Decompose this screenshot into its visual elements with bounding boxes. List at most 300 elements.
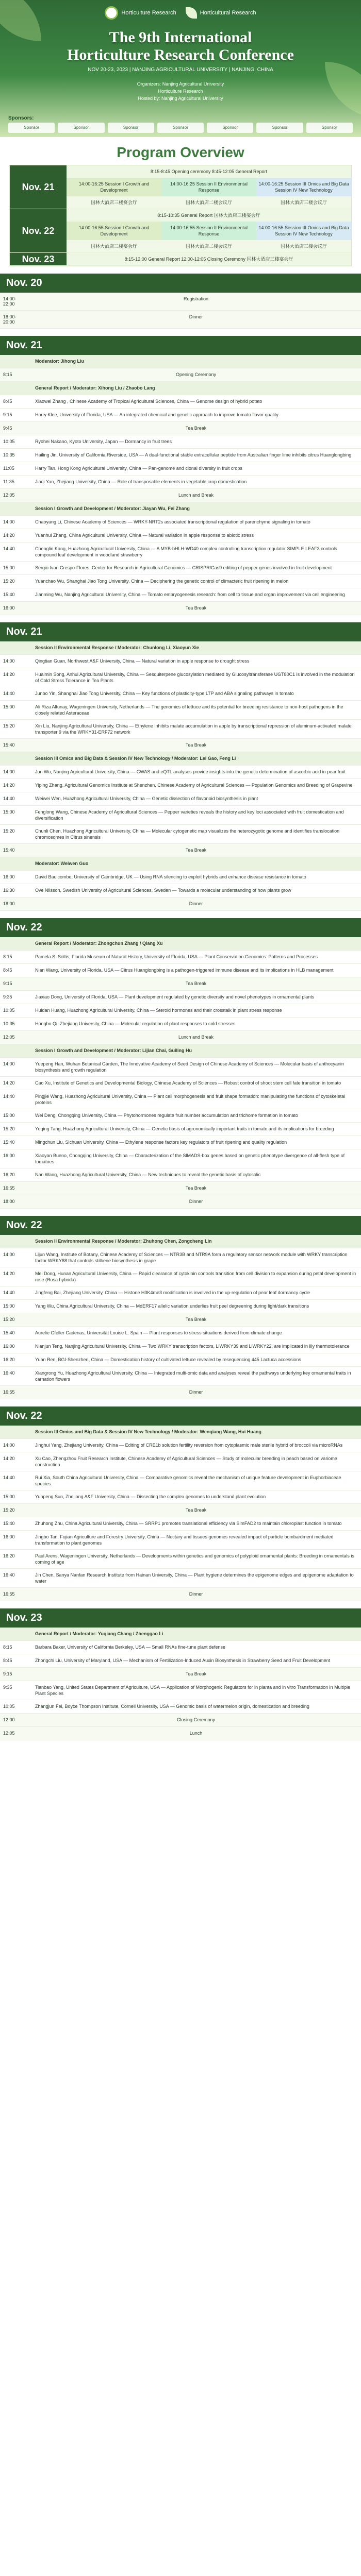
time-cell: 16:00 [3, 1153, 15, 1158]
time-cell: 14:20 [3, 1456, 15, 1461]
time-cell: 12:05 [3, 1035, 15, 1040]
schedule-event-row [0, 489, 361, 502]
content-cell: Xiaowei Zhang , Chinese Academy of Tropical Agricultural Sciences, China — Genome design of hybrid potato [35, 399, 262, 404]
overview-cell: 14:00-16:55 Session I Growth and Development [67, 222, 161, 240]
content-cell: Jiaxiao Dong, University of Florida, USA — Plant development regulated by genetic diversity and novel phenotypes in ornamental plants [35, 994, 315, 999]
time-cell: 15:00 [3, 1303, 15, 1309]
time-cell: 14:00 [3, 1443, 15, 1448]
content-cell: Nan Wang, Huazhong Agricultural University, China — New techniques to reveal the genetic basis of cytosolic [35, 1172, 261, 1177]
talk-row [0, 1700, 361, 1714]
schedule-event-row [0, 1714, 361, 1727]
talk-row [0, 951, 361, 964]
content-cell: Tea Break [185, 605, 207, 611]
time-cell: 8:45 [3, 1658, 12, 1663]
time-cell: 14:20 [3, 672, 15, 677]
content-cell: Chaoyang Li, Chinese Academy of Sciences — WRKY-NRT2s associated transcriptional regulation of parenchyme signaling in tomato [35, 519, 310, 524]
talk-row [0, 1267, 361, 1286]
content-cell: Barbara Baker, University of California Berkeley, USA — Small RNAs fine-tune plant defense [35, 1645, 225, 1650]
content-cell: Cao Xu, Institute of Genetics and Developmental Biology, Chinese Academy of Sciences — Robust control of shoot stem cell fate transition in tomato [35, 1080, 341, 1086]
logo-left [105, 6, 176, 20]
overview-cell: 14:00-16:25 Session III Omics and Big Data Session IV New Technology [256, 178, 351, 196]
organizers-line-3: Hosted by: Nanjing Agricultural University [138, 96, 223, 101]
content-cell: Yuanhui Zhang, China Agricultural University, China — Natural variation in apple response to abiotic stress [35, 533, 254, 538]
talk-row [0, 964, 361, 977]
talk-row [0, 1058, 361, 1077]
time-cell: 14:20 [3, 533, 15, 538]
talk-row [0, 1569, 361, 1588]
time-cell: 16:00 [3, 1534, 15, 1539]
content-cell: Nianjun Teng, Nanjing Agricultural University, China — Two WRKY transcription factors, LlWRKY39 and LlWRKY22, are implicated in lily thermotolerance [35, 1344, 350, 1349]
organizers-block [72, 80, 289, 102]
overview-line [67, 209, 351, 222]
talk-row [0, 1018, 361, 1031]
content-cell: Yuepeng Han, Wuhan Botanical Garden, The Innovative Academy of Seed Design of Chinese Academy of Sciences — Molecular basis of anthocyanin biosynthesis and growth regulation [35, 1061, 344, 1073]
time-cell: 14:00 [3, 769, 15, 774]
content-cell: Moderator: Jihong Liu [35, 359, 84, 364]
time-cell: 9:45 [3, 426, 12, 431]
session-header-row [0, 752, 361, 766]
sponsor-logo: Sponsor [58, 123, 104, 133]
content-cell: Harry Klee, University of Florida, USA — An integrated chemical and genetic approach to improve tomato flavor quality [35, 412, 278, 417]
content-cell: Weiwei Wen, Huazhong Agricultural University, China — Genetic dissection of flavonoid biosynthesis in plant [35, 796, 258, 801]
time-cell [0, 355, 31, 368]
content-cell: Dinner [189, 314, 203, 319]
time-cell: 18:00 [3, 1199, 15, 1204]
talk-row [0, 543, 361, 562]
time-cell: 14:40 [3, 796, 15, 801]
content-cell: Wei Deng, Chongqing University, China — Phytohormones regulate fruit number accumulation and trichome formation in tomato [35, 1113, 298, 1118]
session-header-row [0, 937, 361, 951]
schedule-event-row [0, 422, 361, 435]
organizers-line-2: Horticulture Research [158, 89, 203, 94]
talk-row [0, 687, 361, 701]
time-cell [0, 752, 31, 765]
schedule-event-row [0, 897, 361, 911]
talk-row [0, 1452, 361, 1471]
time-cell: 10:05 [3, 1008, 15, 1013]
talk-row [0, 1149, 361, 1168]
talk-row [0, 720, 361, 739]
content-cell: Xin Liu, Nanjing Agricultural University, China — Ethylene inhibits malate accumulation in apple by transcriptional repression of aluminum-activated malate transporter 9 via the WRKY31-ERF72 network [35, 723, 352, 735]
schedule-event-row [0, 1386, 361, 1399]
talk-row [0, 668, 361, 687]
title-line-2: Horticulture Research Conference [67, 46, 294, 63]
time-cell: 8:15 [3, 372, 12, 377]
content-cell: Jinghui Yang, Zhejiang University, China — Editing of CRE1b solution fertility reversion from cytoplasmic male sterile hybrid of broccoli via microRNAs [35, 1443, 343, 1448]
time-cell: 15:40 [3, 742, 15, 748]
time-cell: 16:55 [3, 1185, 15, 1191]
content-cell: David Baulcombe, University of Cambridge, UK — Using RNA silencing to exploit hybrids and enhance disease resistance in tomato [35, 874, 306, 879]
time-cell: 15:40 [3, 1521, 15, 1526]
overview-line [67, 253, 351, 265]
content-cell: Fenglong Wang, Chinese Academy of Agricultural Sciences — Pepper varieties reveals the history and key loci associated with fruit domestication and diversification [35, 809, 344, 821]
overview-title: Program Overview [117, 144, 244, 160]
talk-row [0, 1300, 361, 1313]
content-cell: Huaimin Song, Anhui Agricultural University, China — Sesquiterpene glucosylation mediated by Glucosyltransferase UGT80C1 is involved in the modulation of Cold Stress Tolerance in Tea Plants [35, 672, 355, 683]
time-cell: 9:15 [3, 981, 12, 986]
logo-emblem-icon [105, 6, 118, 20]
schedule-event-row [0, 1588, 361, 1601]
talk-row [0, 1531, 361, 1550]
talk-row [0, 806, 361, 825]
time-cell: 15:20 [3, 579, 15, 584]
schedule-event-row [0, 739, 361, 752]
content-cell: Jun Wu, Nanjing Agricultural University, China — CWAS and eQTL analyses provide insights into the genetic determination of ascorbic acid in pear fruit [35, 769, 346, 774]
time-cell [0, 1235, 31, 1248]
content-cell: Zhuhong Zhu, China Agricultural University, China — SRRP1 promotes translational efficiency via SlmFAD2 to maintain chloroplast function in tomato [35, 1521, 342, 1526]
time-cell [0, 1426, 31, 1438]
overview-cell: 国林大酒店三楼宴会厅 [67, 196, 161, 209]
time-cell [0, 382, 31, 395]
sponsor-logo: Sponsor [108, 123, 154, 133]
talk-row [0, 1550, 361, 1569]
time-cell: 12:00 [3, 1717, 15, 1722]
talk-row [0, 1517, 361, 1531]
schedule-days [0, 274, 361, 1740]
content-cell: Jingfeng Bai, Zhejiang University, China — Histone H3K4me3 modification is involved in the up-regulation of pear leaf dormancy cycle [35, 1290, 310, 1295]
day-header: Nov. 21 [0, 622, 361, 641]
overview-row [10, 253, 351, 266]
schedule-event-row [0, 1031, 361, 1044]
logo-right [186, 7, 256, 19]
time-cell: 15:00 [3, 1113, 15, 1118]
content-cell: Mingchun Liu, Sichuan University, China — Ethylene response factors key regulators of fruit ripening and quality regulation [35, 1140, 287, 1145]
overview-cell: 国林大酒店二楼会议厅 [161, 240, 256, 252]
session-header-row [0, 857, 361, 871]
time-cell: 16:00 [3, 874, 15, 879]
sponsor-logo: Sponsor [306, 123, 353, 133]
time-cell: 15:20 [3, 1126, 15, 1131]
content-cell: Lunch [189, 1731, 203, 1736]
schedule-event-row [0, 1668, 361, 1681]
schedule-event-row [0, 602, 361, 615]
overview-cell: 8:15-12:00 General Report 12:00-12:05 Closing Ceremony 国林大酒店三楼宴会厅 [67, 253, 351, 265]
schedule-event-row [0, 311, 361, 329]
day-header: Nov. 22 [0, 1216, 361, 1235]
content-cell: Lunch and Break [178, 493, 214, 498]
overview-line [67, 178, 351, 196]
talk-row [0, 1367, 361, 1386]
time-cell: 16:00 [3, 1344, 15, 1349]
time-cell [0, 1628, 31, 1640]
content-cell: Tea Break [185, 1317, 207, 1322]
conference-dates: NOV 20-23, 2023 | NANJING AGRICULTURAL UNIVERSITY | NANJING, CHINA [88, 67, 273, 73]
day-header: Nov. 22 [0, 1406, 361, 1426]
content-cell: Pamela S. Soltis, Florida Museum of Natural History, University of Florida, USA — Plant Conservation Genomics: Patterns and Processes [35, 954, 318, 959]
overview-cell: 国林大酒店三楼宴会厅 [67, 240, 161, 252]
time-cell: 10:35 [3, 452, 15, 457]
schedule-event-row [0, 1313, 361, 1327]
session-header-row [0, 502, 361, 516]
overview-cell: 国林大酒店三楼会议厅 [256, 240, 351, 252]
time-cell: 16:20 [3, 1553, 15, 1558]
talk-row [0, 1641, 361, 1654]
time-cell: 16:55 [3, 1389, 15, 1395]
title-line-1: The 9th International [109, 29, 252, 46]
time-cell: 14:20 [3, 1271, 15, 1276]
time-cell: 14:00 [3, 1061, 15, 1066]
content-cell: Yuqing Tang, Huazhong Agricultural University, China — Genetic basis of agronomically important traits in tomato and its implications for breeding [35, 1126, 334, 1131]
day-header: Nov. 21 [0, 336, 361, 355]
content-cell: Dinner [189, 1389, 203, 1395]
time-cell: 16:40 [3, 1370, 15, 1376]
talk-row [0, 476, 361, 489]
talk-row [0, 779, 361, 792]
time-cell: 9:15 [3, 1671, 12, 1676]
time-cell: 16:00 [3, 605, 15, 611]
content-cell: Qingtian Guan, Northwest A&F University, China — Natural variation in apple response to drought stress [35, 658, 250, 664]
session-header-row [0, 382, 361, 395]
content-cell: Junbo Yin, Shanghai Jiao Tong University, China — Key functions of plasticity-type LTP and ABA signaling pathways in tomato [35, 691, 294, 696]
talk-row [0, 588, 361, 602]
talk-row [0, 1654, 361, 1668]
content-cell: Mei Dong, Hunan Agricultural University, China — Rapid clearance of cytokinin controls transition from cell division to expansion during petal development in rose (Rosa hybrida) [35, 1271, 356, 1282]
time-cell: 15:00 [3, 704, 15, 709]
content-cell: Yunpeng Sun, Zhejiang A&F University, China — Dissecting the complex genomes to understand plant evolution [35, 1494, 266, 1499]
overview-table [9, 165, 352, 266]
talk-row [0, 1327, 361, 1340]
content-cell: Dinner [189, 1591, 203, 1597]
sponsor-logo: Sponsor [8, 123, 55, 133]
time-cell: 12:05 [3, 1731, 15, 1736]
time-cell [0, 641, 31, 654]
content-cell: Yiping Zhang, Agricultural Genomics Institute at Shenzhen, Chinese Academy of Agricultural Sciences — Population Genomics and Breeding of Grapevine [35, 783, 353, 788]
time-cell: 11:35 [3, 479, 14, 484]
session-header-row [0, 1426, 361, 1439]
session-header-row [0, 1044, 361, 1058]
time-cell: 14:20 [3, 1080, 15, 1086]
session-header-row [0, 1628, 361, 1641]
overview-cells [67, 209, 351, 252]
talk-row [0, 395, 361, 409]
time-cell: 12:05 [3, 493, 15, 498]
talk-row [0, 701, 361, 720]
time-cell: 9:15 [3, 412, 12, 417]
content-cell: Lunch and Break [178, 1035, 214, 1040]
content-cell: Yang Wu, China Agricultural University, China — MdERF17 allelic variation underlies fruit peel degreening during light/dark transitions [35, 1303, 309, 1309]
talk-row [0, 1471, 361, 1490]
overview-cell: 国林大酒店三楼会议厅 [256, 196, 351, 209]
content-cell: Lijun Wang, Institute of Botany, Chinese Academy of Sciences — NTR3B and NTR9A form a regulatory sensor network module with WRKY transcription factor WRKY88 that controls stilbene biosynthesis in grape [35, 1252, 348, 1263]
time-cell [0, 1044, 31, 1057]
talk-row [0, 1353, 361, 1367]
content-cell: Session I Growth and Development / Moderator: Jiayan Wu, Fei Zhang [35, 506, 190, 511]
talk-row [0, 1123, 361, 1136]
schedule-event-row [0, 1195, 361, 1209]
conference-banner [0, 0, 361, 137]
talk-row [0, 871, 361, 884]
talk-row [0, 1286, 361, 1300]
time-cell: 10:05 [3, 1704, 15, 1709]
sponsors-row [8, 123, 353, 133]
time-cell: 14:40 [3, 546, 15, 551]
time-cell: 14:40 [3, 1290, 15, 1295]
time-cell: 11:05 [3, 466, 14, 471]
content-cell: Dinner [189, 901, 203, 906]
time-cell: 9:35 [3, 994, 12, 999]
talk-row [0, 1248, 361, 1267]
day-header: Nov. 20 [0, 274, 361, 293]
time-cell [0, 937, 31, 950]
logo-bar [14, 6, 347, 20]
content-cell: Xu Cao, Zhengzhou Fruit Research Institute, Chinese Academy of Agricultural Sciences — Study of molecular breeding in peach based on variome construction [35, 1456, 337, 1467]
time-cell: 15:40 [3, 1330, 15, 1335]
content-cell: Session III Omics and Big Data & Session IV New Technology / Moderator: Wenqiang Wang, Hui Huang [35, 1429, 261, 1434]
talk-row [0, 1136, 361, 1149]
session-header-row [0, 1235, 361, 1248]
time-cell: 15:40 [3, 848, 15, 853]
day-block [0, 1406, 361, 1601]
overview-row [10, 165, 351, 209]
content-cell: Hongbo Qi, Zhejiang University, China — Molecular regulation of plant responses to cold stresses [35, 1021, 236, 1026]
content-cell: Session II Environmental Response / Moderator: Chunlong Li, Xiaoyun Xie [35, 645, 200, 650]
content-cell: Nian Wang, University of Florida, USA — Citrus Huanglongbing is a pathogen-triggered immune disease and its implications in HLB management [35, 968, 334, 973]
content-cell: Zhangjun Fei, Boyce Thompson Institute, Cornell University, USA — Genomic basis of watermelon origin, domestication and breeding [35, 1704, 309, 1709]
talk-row [0, 884, 361, 897]
day-block [0, 918, 361, 1209]
content-cell: Tea Break [185, 1671, 207, 1676]
time-cell: 15:20 [3, 1317, 15, 1322]
content-cell: Session I Growth and Development / Moderator: Lijian Chai, Guiling Hu [35, 1048, 192, 1053]
overview-cell: 国林大酒店二楼会议厅 [161, 196, 256, 209]
content-cell: Pingjie Wang, Huazhong Agricultural University, China — Plant cell morphogenesis and fruit shape formation: manipulating the functions of cytoskeletal proteins [35, 1094, 346, 1105]
content-cell: Jingbo Tan, Fujian Agriculture and Forestry University, China — Nectary and tissues genomes revealed impact of particle bombardment mediated transformation to plant genomes [35, 1534, 334, 1546]
overview-day-label: Nov. 22 [10, 209, 67, 252]
content-cell: Session III Omics and Big Data & Session IV New Technology / Moderator: Lei Gao, Feng Li [35, 756, 236, 761]
sponsor-logo: Sponsor [207, 123, 253, 133]
content-cell: Moderator: Weiwen Guo [35, 861, 89, 866]
content-cell: Huidan Huang, Huazhong Agricultural University, China — Steroid hormones and their crosstalk in plant stress response [35, 1008, 282, 1013]
content-cell: Ryohei Nakano, Kyoto University, Japan — Dormancy in fruit trees [35, 439, 172, 444]
time-cell: 16:20 [3, 1172, 15, 1177]
time-cell: 14:00 [3, 1252, 15, 1257]
content-cell: Tea Break [185, 848, 207, 853]
content-cell: Tea Break [185, 1507, 207, 1513]
content-cell: Tea Break [185, 1185, 207, 1191]
conference-title [0, 29, 361, 64]
logo-left-label: Horticulture Research [121, 10, 176, 16]
talk-row [0, 1681, 361, 1700]
time-cell: 14:00 [3, 519, 15, 524]
time-cell [0, 857, 31, 870]
time-cell: 15:20 [3, 1507, 15, 1513]
time-cell: 16:40 [3, 1572, 15, 1578]
time-cell: 8:45 [3, 968, 12, 973]
overview-cells [67, 165, 351, 209]
content-cell: Tea Break [185, 981, 207, 986]
content-cell: Yuanchao Wu, Shanghai Jiao Tong University, China — Deciphering the genetic control of climacteric fruit ripening in melon [35, 579, 289, 584]
time-cell: 15:00 [3, 565, 15, 570]
overview-cell: 14:00-16:55 Session III Omics and Big Data Session IV New Technology [256, 222, 351, 240]
time-cell: 18:00-20:00 [3, 314, 17, 325]
talk-row [0, 1340, 361, 1353]
schedule-event-row [0, 368, 361, 382]
talk-row [0, 575, 361, 588]
talk-row [0, 435, 361, 449]
content-cell: Dinner [189, 1199, 203, 1204]
talk-row [0, 792, 361, 806]
time-cell: 15:00 [3, 1494, 15, 1499]
day-block [0, 336, 361, 615]
schedule-event-row [0, 1182, 361, 1195]
overview-cell: 8:15-8:45 Opening ceremony 8:45-12:05 General Report [67, 165, 351, 178]
time-cell: 14:40 [3, 691, 15, 696]
content-cell: General Report / Moderator: Xihong Liu / Zhaobo Lang [35, 385, 155, 391]
content-cell: Chenglin Kang, Huazhong Agricultural University, China — A MYB-bHLH-WD40 complex controlling transcription regulator SIMPLE LEAF3 controls compound leaf development in woodland strawberry [35, 546, 337, 557]
content-cell: Hailing Jin, University of California Riverside, USA — A dual-functional stable extracellular peptide from Australian finger lime inhibits citrus Huanglongbing [35, 452, 352, 457]
content-cell: Chunli Chen, Huazhong Agricultural University, China — Molecular cytogenetic map visualizes the heterozygotic genome and identifies translocation chromosomes in Citrus sinensis [35, 828, 340, 840]
talk-row [0, 766, 361, 779]
time-cell: 15:20 [3, 723, 15, 728]
content-cell: Tianbao Yang, United States Department of Agriculture, USA — Application of Morphogenic Regulators for in planta and in vitro Transformation in Multiple Plant Species [35, 1685, 351, 1696]
content-cell: Xiaoyan Bueno, Chongqing University, China — Characterization of the SlMADS-box genes based on genetic phenotype divergence of all-flesh type of tomatoes [35, 1153, 345, 1164]
content-cell: Rui Xia, South China Agricultural University, China — Comparative genomics reveal the mechanism of unique feature development in Euphorbiaceae species [35, 1475, 341, 1486]
time-cell: 15:40 [3, 1140, 15, 1145]
time-cell [0, 502, 31, 515]
time-cell: 15:20 [3, 828, 15, 834]
content-cell: Yuan Ren, BGI-Shenzhen, China — Domestication history of cultivated lettuce revealed by resequencing 445 Lactuca accessions [35, 1357, 301, 1362]
time-cell: 16:20 [3, 1357, 15, 1362]
overview-day-label: Nov. 23 [10, 253, 67, 265]
overview-cell: 14:00-16:55 Session II Environmental Response [161, 222, 256, 240]
content-cell: Harry Tan, Hong Kong Agricultural University, China — Pan-genome and clonal diversity in fruit crops [35, 466, 242, 471]
day-header: Nov. 23 [0, 1608, 361, 1628]
content-cell: Zhongchi Liu, University of Maryland, USA — Mechanism of Fertilization-Induced Auxin Biosynthesis in Strawberry Seed and Fruit Development [35, 1658, 331, 1663]
overview-line [67, 165, 351, 178]
time-cell: 15:40 [3, 592, 15, 597]
content-cell: Registration [183, 296, 209, 301]
day-block [0, 1216, 361, 1399]
content-cell: Jiaqi Yan, Zhejiang University, China — Role of transposable elements in vegetable crop domestication [35, 479, 247, 484]
sponsor-logo: Sponsor [256, 123, 303, 133]
schedule-event-row [0, 293, 361, 311]
overview-line [67, 196, 351, 209]
talk-row [0, 1004, 361, 1018]
talk-row [0, 529, 361, 543]
content-cell: Jianming Wu, Nanjing Agricultural University, China — Tomato embryogenesis research: from cell to tissue and organ improvement via cell engineering [35, 592, 345, 597]
content-cell: Sergio Ivan Crespo-Flores, Center for Research in Agricultural Genomics — CRISPR/Cas9 editing of pepper genes involved in fruit development [35, 565, 332, 570]
talk-row [0, 1439, 361, 1452]
time-cell: 15:00 [3, 809, 15, 815]
logo-right-label: Horticultural Research [200, 10, 256, 16]
time-cell: 9:35 [3, 1685, 12, 1690]
organizers-line-1: Organizers: Nanjing Agricultural University [137, 81, 224, 87]
time-cell: 8:15 [3, 954, 12, 959]
talk-row [0, 449, 361, 462]
time-cell: 14:00 [3, 658, 15, 664]
talk-row [0, 462, 361, 476]
talk-row [0, 825, 361, 844]
time-cell: 18:00 [3, 901, 15, 906]
time-cell: 14:20 [3, 783, 15, 788]
content-cell: Opening Ceremony [175, 372, 217, 377]
time-cell: 14:00-22:00 [3, 296, 17, 307]
schedule-event-row [0, 977, 361, 991]
content-cell: Jin Chen, Sanya Nanfan Research Institute from Hainan University, China — Plant hygiene determines the epigenome edges and epigenome adaptation to water [35, 1572, 354, 1584]
schedule-event-row [0, 844, 361, 857]
sponsor-logo: Sponsor [157, 123, 204, 133]
talk-row [0, 562, 361, 575]
content-cell: Aurelie Gfeller Cadenas, Universität Louise L. Spain — Plant responses to stress situations derived from climate change [35, 1330, 282, 1335]
time-cell: 10:05 [3, 439, 15, 444]
time-cell: 16:55 [3, 1591, 15, 1597]
time-cell: 14:40 [3, 1475, 15, 1480]
schedule-event-row [0, 1504, 361, 1517]
overview-day-label: Nov. 21 [10, 165, 67, 209]
time-cell: 8:45 [3, 399, 12, 404]
overview-cell: 14:00-16:25 Session II Environmental Response [161, 178, 256, 196]
overview-cells [67, 253, 351, 265]
